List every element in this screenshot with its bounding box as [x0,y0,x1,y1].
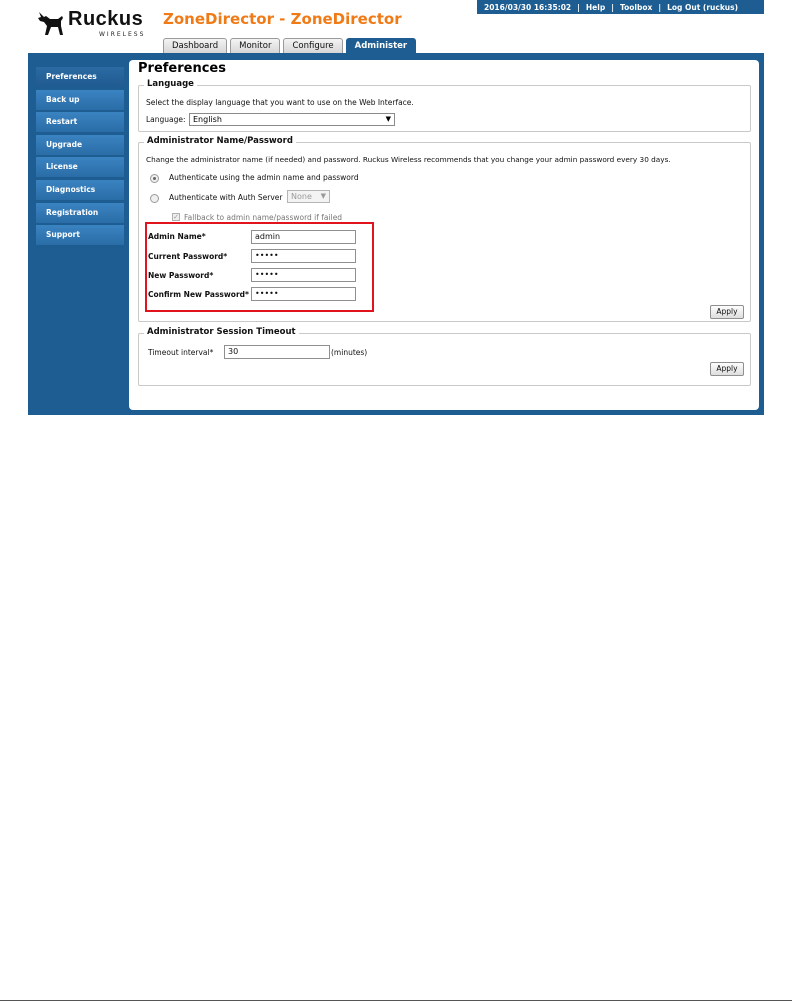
auth-server-radio[interactable] [150,194,159,203]
session-timeout-legend: Administrator Session Timeout [144,327,299,337]
logo-wordmark: Ruckus [68,8,144,30]
toolbox-link[interactable]: Toolbox [619,2,653,12]
sidebar-item-support[interactable]: Support [36,225,124,245]
timeout-input[interactable]: 30 [224,345,330,359]
current-password-label: Current Password* [148,252,228,261]
current-password-input[interactable]: ••••• [251,249,356,263]
language-selected-value: English [193,115,222,124]
help-link[interactable]: Help [585,2,606,12]
session-apply-button[interactable]: Apply [710,362,744,376]
sidebar-nav [36,67,124,248]
tab-dashboard[interactable]: Dashboard [163,38,227,53]
auth-server-select[interactable] [287,190,330,203]
new-password-input[interactable]: ••••• [251,268,356,282]
admin-apply-button[interactable]: Apply [710,305,744,319]
timeout-label: Timeout interval* [148,348,214,357]
dropdown-arrow-icon: ▼ [385,115,391,123]
auth-local-radio[interactable] [150,174,159,183]
sidebar-item-diagnostics[interactable]: Diagnostics [36,180,124,200]
tab-administer[interactable]: Administer [346,38,416,53]
new-password-label: New Password* [148,271,214,280]
top-utility-bar [477,0,764,14]
logo-subtext: WIRELESS [99,31,146,38]
page-bottom-rule [0,1000,792,1001]
admin-name-input[interactable]: admin [251,230,356,244]
tab-monitor[interactable]: Monitor [230,38,280,53]
confirm-password-input[interactable]: ••••• [251,287,356,301]
page-title: Preferences [138,61,226,76]
language-select[interactable] [189,113,395,126]
separator: | [658,2,662,12]
tab-configure[interactable]: Configure [283,38,342,53]
sidebar-item-upgrade[interactable]: Upgrade [36,135,124,155]
admin-name-label: Admin Name* [148,232,206,241]
sidebar-item-back-up[interactable]: Back up [36,90,124,110]
separator: | [577,2,580,12]
auth-server-label: Authenticate with Auth Server [169,193,283,202]
fallback-checkbox[interactable]: ✓ [173,213,179,221]
auth-local-label: Authenticate using the admin name and password [169,173,359,182]
separator: | [611,2,614,12]
sidebar-item-registration[interactable]: Registration [36,203,124,223]
auth-server-value: None [291,192,312,201]
main-tabs [163,38,419,53]
logout-link[interactable]: Log Out (ruckus) [667,2,739,12]
language-legend: Language [144,79,197,89]
sidebar-item-license[interactable]: License [36,157,124,177]
fallback-label: Fallback to admin name/password if failed [184,213,343,222]
dog-logo-icon [36,8,66,38]
ruckus-logo [36,8,154,40]
app-title: ZoneDirector - ZoneDirector [163,10,402,28]
dropdown-arrow-icon: ▼ [320,192,326,200]
admin-password-legend: Administrator Name/Password [144,136,296,146]
language-label: Language: [146,115,186,124]
highlight-box [145,222,374,312]
language-description: Select the display language that you want to use on the Web Interface. [146,98,414,107]
sidebar-item-restart[interactable]: Restart [36,112,124,132]
confirm-password-label: Confirm New Password* [148,290,249,299]
admin-description: Change the administrator name (if needed) and password. Ruckus Wireless recommends that you change your admin password every 30 days. [146,155,671,164]
timeout-unit: (minutes) [331,348,368,357]
session-timeout-section [138,327,751,386]
datetime: 2016/03/30 16:35:02 [484,2,572,12]
sidebar-item-preferences[interactable]: Preferences [36,67,124,87]
